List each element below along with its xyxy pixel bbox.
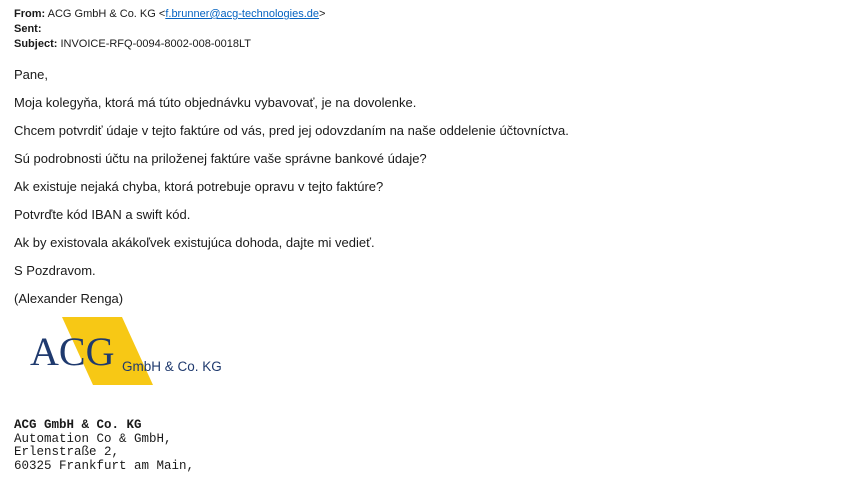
subject-label: Subject:	[14, 38, 58, 50]
email-body	[14, 67, 569, 319]
body-line: Chcem potvrdiť údaje v tejto faktúre od vás, pred jej odovzdaním na naše oddelenie účtovníctva.	[14, 123, 569, 138]
body-line: Ak by existovala akákoľvek existujúca dohoda, dajte mi vedieť.	[14, 235, 375, 250]
logo-mark: ACG	[30, 329, 115, 374]
sent-row	[14, 22, 325, 37]
signature-company: ACG GmbH & Co. KG	[14, 418, 142, 432]
from-email-link[interactable]: f.brunner@acg-technologies.de	[165, 8, 319, 20]
signature-line: Automation Co & GmbH,	[14, 431, 172, 446]
email-header	[14, 7, 325, 52]
from-name: ACG GmbH & Co. KG	[47, 8, 156, 20]
sender-name: (Alexander Renga)	[14, 291, 124, 306]
signature-line: 60325 Frankfurt am Main,	[14, 458, 195, 473]
acg-logo-graphic	[30, 317, 230, 387]
signature-line: Erlenstraße 2,	[14, 445, 120, 459]
closing: S Pozdravom.	[14, 263, 96, 278]
body-line: Moja kolegyňa, ktorá má túto objednávku vybavovať, je na dovolenke.	[14, 95, 417, 110]
sent-label: Sent:	[14, 23, 42, 35]
subject-value: INVOICE-RFQ-0094-8002-008-0018LT	[60, 38, 252, 50]
email-close-bracket: >	[318, 8, 326, 20]
body-line: Ak existuje nejaká chyba, ktorá potrebuje opravu v tejto faktúre?	[14, 179, 384, 194]
from-row	[14, 7, 325, 22]
signature-block	[14, 419, 194, 473]
logo-suffix: GmbH & Co. KG	[122, 359, 222, 374]
email-open-bracket: <	[158, 8, 166, 20]
body-line: Sú podrobnosti účtu na priloženej faktúre vaše správne bankové údaje?	[14, 151, 427, 166]
subject-row	[14, 37, 325, 52]
company-logo	[30, 317, 230, 387]
body-line: Potvrďte kód IBAN a swift kód.	[14, 207, 191, 222]
greeting: Pane,	[14, 67, 48, 82]
from-label: From:	[14, 8, 46, 20]
